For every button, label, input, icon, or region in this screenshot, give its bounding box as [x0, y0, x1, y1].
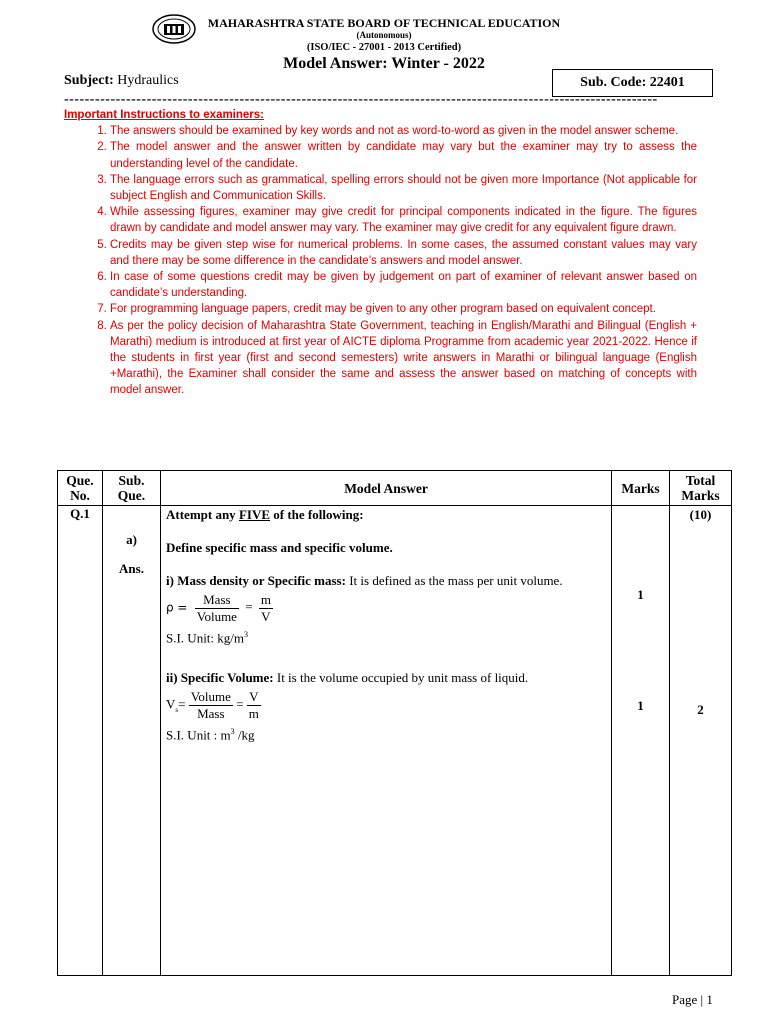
total-marks-cell — [670, 506, 732, 976]
sub-question-cell — [103, 506, 161, 976]
part1-unit: S.I. Unit: $kg/m^3$ — [166, 630, 249, 646]
subject-label: Subject: — [64, 73, 114, 88]
part1-definition: i) Mass density or Specific mass: It is defined as the mass per unit volume. — [166, 573, 563, 588]
table-header-row — [58, 471, 732, 506]
page-number: Page | 1 — [672, 992, 713, 1007]
page-title: Model Answer: Winter - 2022 — [283, 55, 485, 72]
density-formula: ρ = $\frac{\text{Mass}}{\text{Volume}}$ = $\frac{m}{V}$ — [166, 592, 271, 624]
instructions-heading: Important Instructions to examiners: — [64, 109, 265, 121]
header-que-no: Que. No. — [58, 471, 103, 506]
instructions-block — [64, 107, 697, 399]
sub-question-label: a) — [126, 532, 137, 547]
instruction-item: 6. In case of some questions credit may be given by judgement on part of examiner of relevant answer based on candidate’s understanding. — [110, 269, 697, 301]
question-text: Define specific mass and specific volume. — [166, 540, 393, 555]
instructions-list — [64, 123, 697, 398]
instruction-item: 5. Credits may be given step wise for numerical problems. In some cases, the assumed constant values may vary and there may be some difference in the candidate’s answers and model answer. — [110, 237, 697, 269]
instruction-item: 2. The model answer and the answer written by candidate may vary but the examiner may try to assess the understanding level of the candidate. — [110, 139, 697, 171]
question-total: (10) — [689, 507, 712, 522]
header-sub-que: Sub. Que. — [103, 471, 161, 506]
instruction-item: 1. The answers should be examined by key words and not as word-to-word as given in the model answer scheme. — [110, 123, 697, 139]
header-marks: Marks — [612, 471, 670, 506]
instruction-item: 8. As per the policy decision of Maharashtra State Government, teaching in English/Marathi and Bilingual (English + Marathi) medium is introduced at first year of AICTE diploma Programme from academic year 2021-2022. Hence if the students in first year (first and second semesters) write answers in Marathi or bilingual language (English +Marathi), the Examiner shall consider the same and assess the answer based on matching of concepts with model answer. — [110, 318, 697, 399]
instruction-item: 4. While assessing figures, examiner may give credit for principal components indicated in the figure. The figures drawn by candidate and model answer may vary. The examiner may give credit for any equivalent figure drawn. — [110, 204, 697, 236]
specific-volume-formula: $V_s=$ $\frac{\text{Volume}}{\text{Mass}}$ = $\frac{V}{m}$ — [166, 689, 259, 722]
marks-cell — [612, 506, 670, 976]
instruction-item: 3. The language errors such as grammatical, spelling errors should not be given more Importance (Not applicable for subject English and Communication Skills. — [110, 172, 697, 204]
instruction-item: 7. For programming language papers, credit may be given to any other program based on equivalent concept. — [110, 301, 697, 317]
sub-code-box: Sub. Code: 22401 — [552, 69, 713, 97]
ans-label: Ans. — [119, 561, 144, 576]
answer-table — [57, 470, 732, 976]
model-answer-cell — [161, 506, 612, 976]
subject-value: Hydraulics — [117, 73, 179, 88]
attempt-instruction: Attempt any FIVE of the following: — [166, 507, 364, 522]
part1-marks: 1 — [637, 587, 644, 602]
part2-unit: S.I. Unit : $m^3$ /kg — [166, 727, 255, 743]
part2-marks: 1 — [637, 698, 644, 713]
part-total: 2 — [697, 702, 704, 717]
part2-definition: ii) Specific Volume: It is the volume occupied by unit mass of liquid. — [166, 670, 529, 686]
header-model-answer: Model Answer — [161, 471, 612, 506]
board-name: MAHARASHTRA STATE BOARD OF TECHNICAL EDUCATION — [207, 16, 561, 30]
question-number: Q.1 — [58, 506, 103, 976]
subject-line — [64, 73, 179, 89]
dashed-divider: ------------------------------------------------------------------------------------------------------------------- — [64, 92, 658, 107]
table-row — [58, 506, 732, 976]
iso-certification: (ISO/IEC - 27001 - 2013 Certified) — [306, 42, 462, 53]
autonomous-label: (Autonomous) — [356, 30, 412, 40]
header-total-marks: Total Marks — [670, 471, 732, 506]
